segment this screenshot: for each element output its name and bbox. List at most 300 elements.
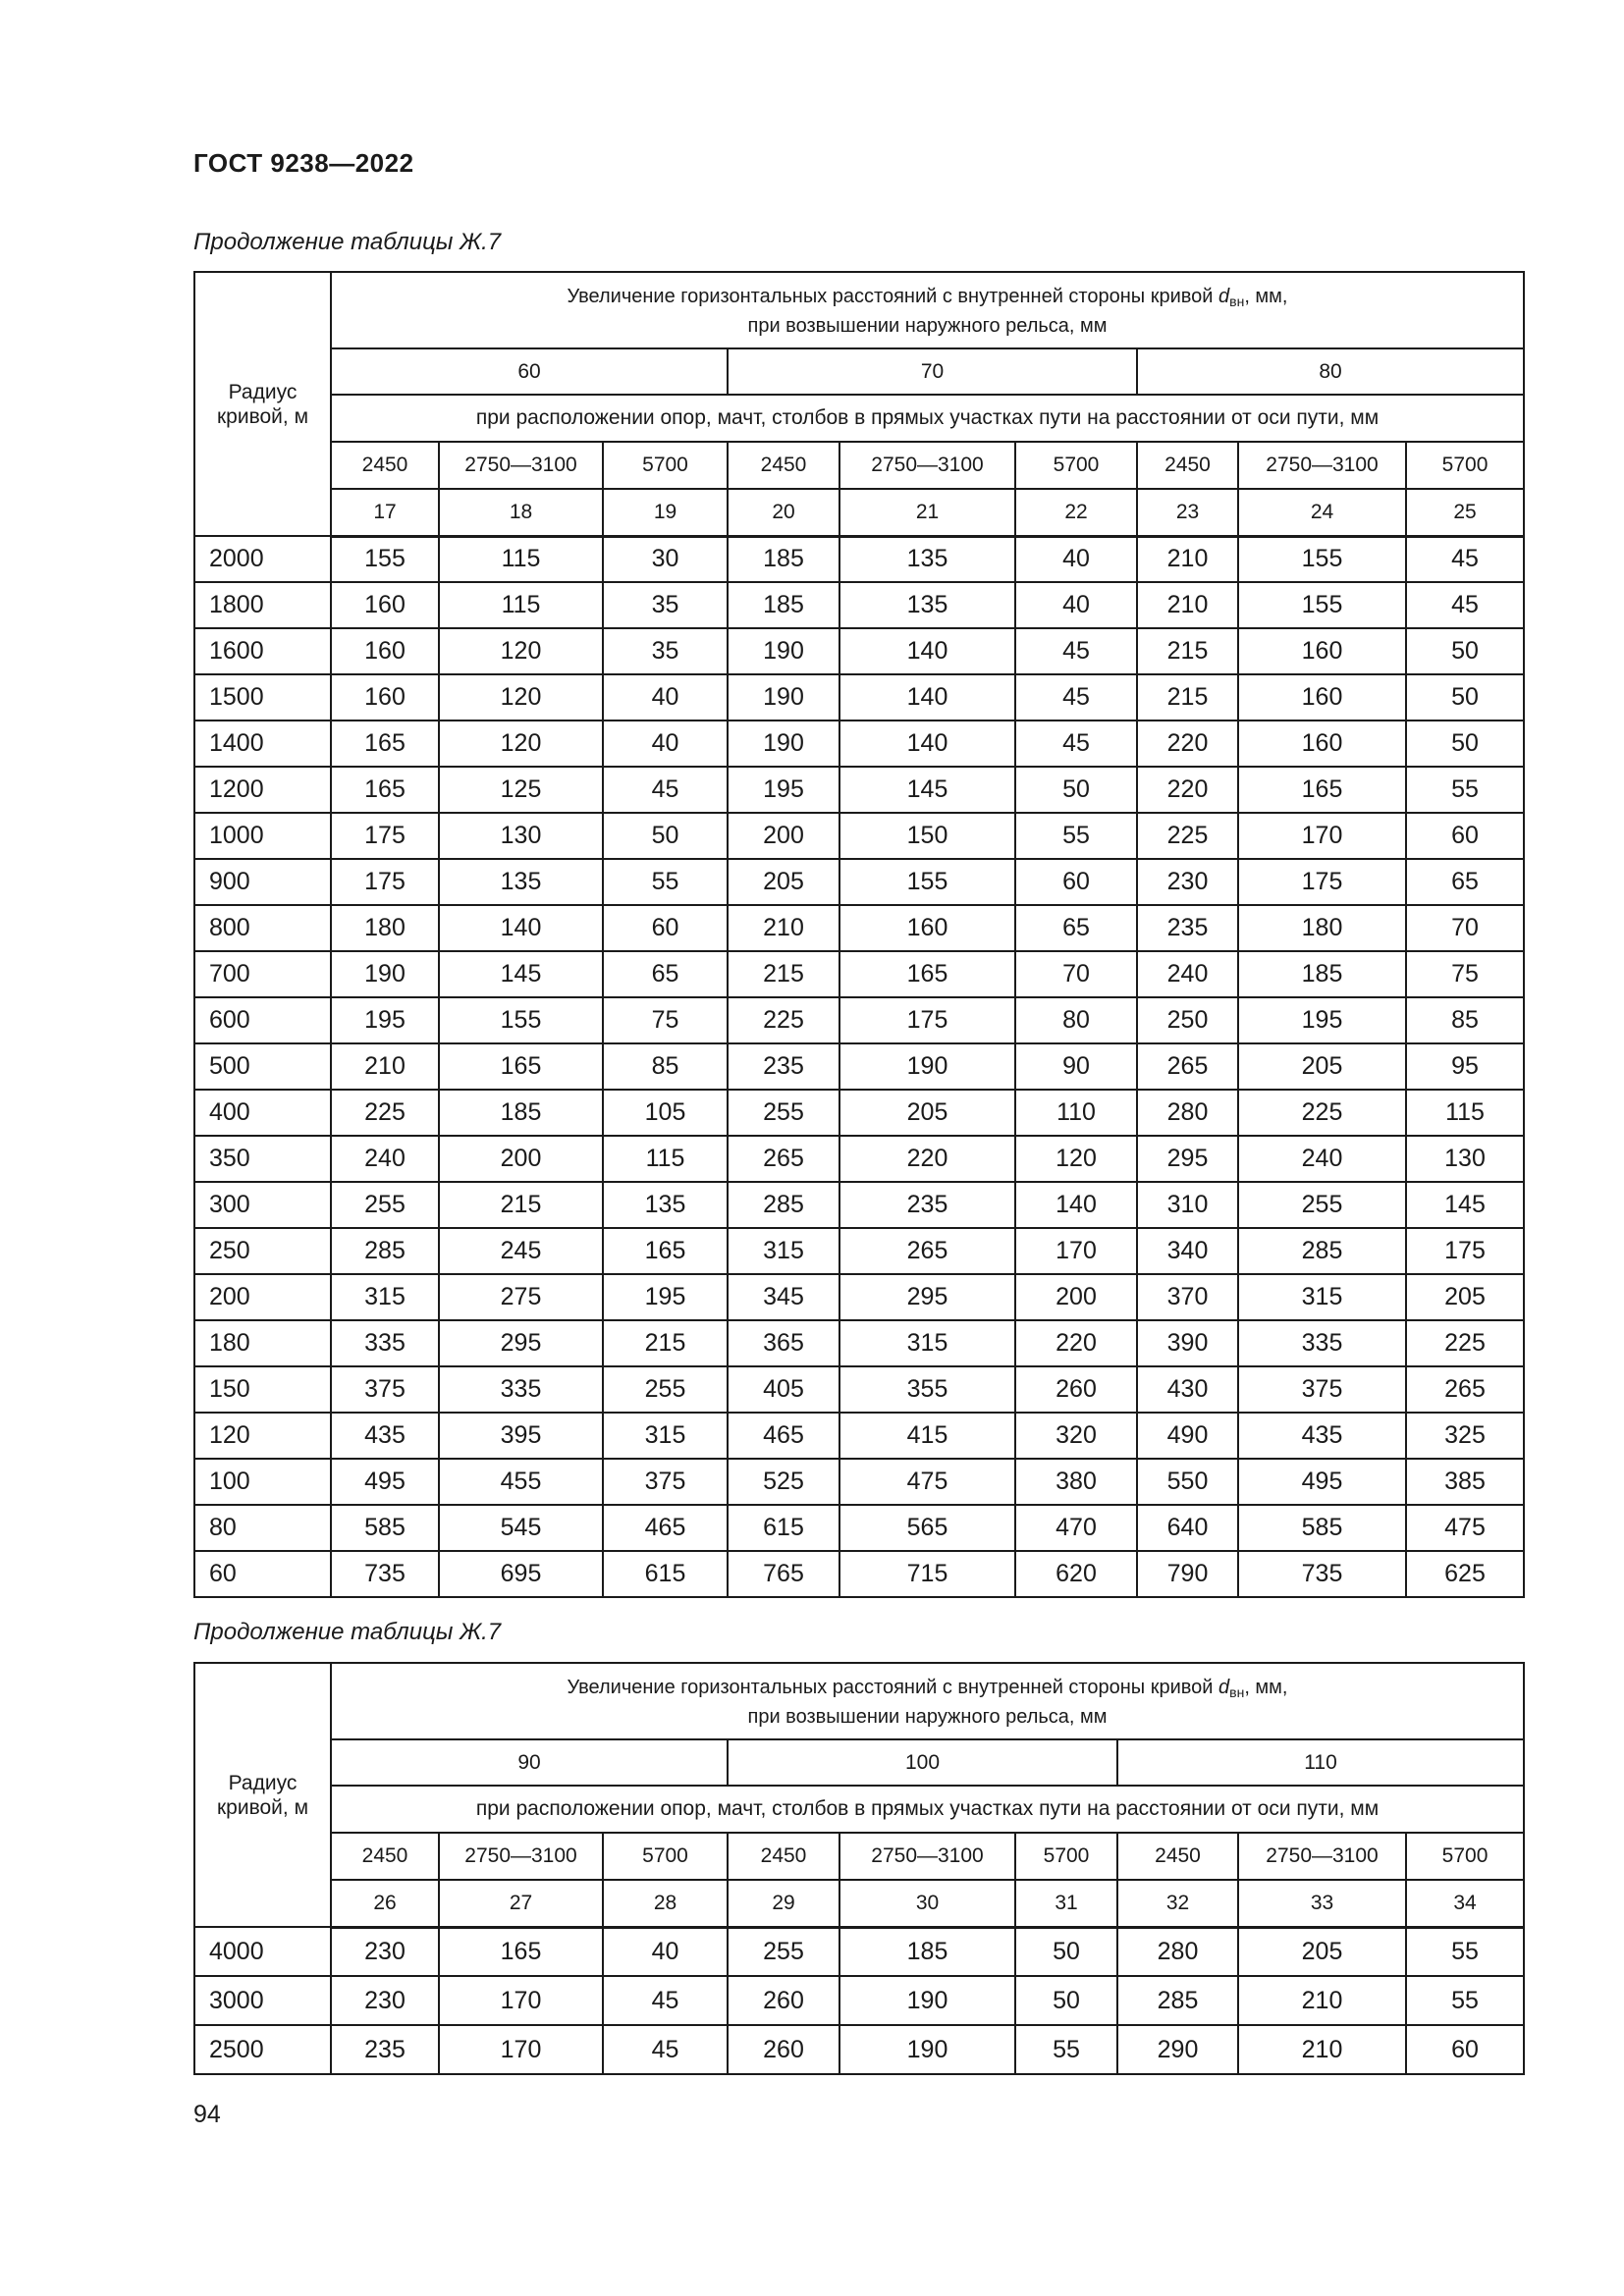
value-cell: 40 [603,1927,728,1976]
value-cell: 60 [1406,813,1524,859]
value-cell: 185 [439,1090,603,1136]
value-cell: 215 [1137,628,1238,674]
value-cell: 220 [1137,767,1238,813]
value-cell: 115 [1406,1090,1524,1136]
value-cell: 80 [1015,997,1137,1043]
table-row [194,1551,1524,1597]
distance-header: 2450 [331,442,439,489]
value-cell: 275 [439,1274,603,1320]
value-cell: 200 [439,1136,603,1182]
value-cell: 735 [331,1551,439,1597]
distance-header: 2450 [331,1833,439,1880]
value-cell: 140 [839,674,1015,721]
value-cell: 335 [1238,1320,1406,1366]
value-cell: 40 [1015,582,1137,628]
title-text-end: , мм, [1244,1676,1288,1698]
value-cell: 175 [331,859,439,905]
distance-header: 5700 [1406,1833,1524,1880]
value-cell: 220 [1137,721,1238,767]
distance-header: 5700 [603,1833,728,1880]
table-row [194,997,1524,1043]
value-cell: 295 [439,1320,603,1366]
value-cell: 165 [439,1043,603,1090]
value-cell: 190 [728,628,839,674]
radius-cell: 300 [194,1182,331,1228]
value-cell: 195 [728,767,839,813]
value-cell: 640 [1137,1505,1238,1551]
value-cell: 340 [1137,1228,1238,1274]
value-cell: 160 [1238,721,1406,767]
value-cell: 220 [1015,1320,1137,1366]
value-cell: 190 [331,951,439,997]
radius-cell: 700 [194,951,331,997]
value-cell: 695 [439,1551,603,1597]
value-cell: 50 [1406,628,1524,674]
value-cell: 325 [1406,1413,1524,1459]
value-cell: 430 [1137,1366,1238,1413]
value-cell: 185 [728,582,839,628]
value-cell: 405 [728,1366,839,1413]
value-cell: 190 [839,1976,1015,2025]
table2 [193,1662,1525,2075]
value-cell: 490 [1137,1413,1238,1459]
value-cell: 255 [728,1927,839,1976]
table2-caption: Продолжение таблицы Ж.7 [193,1619,502,1645]
value-cell: 140 [839,628,1015,674]
radius-header: Радиус кривой, м [194,1663,331,1927]
value-cell: 155 [439,997,603,1043]
value-cell: 175 [1406,1228,1524,1274]
page-number: 94 [193,2101,221,2128]
value-cell: 185 [1238,951,1406,997]
value-cell: 315 [839,1320,1015,1366]
value-cell: 50 [1406,721,1524,767]
value-cell: 60 [1406,2025,1524,2074]
value-cell: 55 [1015,2025,1117,2074]
value-cell: 200 [728,813,839,859]
radius-cell: 3000 [194,1976,331,2025]
table1-caption: Продолжение таблицы Ж.7 [193,229,502,255]
value-cell: 230 [1137,859,1238,905]
elevation-header: 80 [1137,348,1524,395]
value-cell: 210 [728,905,839,951]
title-line-2: при возвышении наружного рельса, мм [747,1705,1108,1728]
value-cell: 615 [603,1551,728,1597]
value-cell: 45 [1015,674,1137,721]
value-cell: 255 [603,1366,728,1413]
value-cell: 170 [1238,813,1406,859]
distance-header: 2450 [728,1833,839,1880]
value-cell: 235 [839,1182,1015,1228]
value-cell: 265 [728,1136,839,1182]
value-cell: 230 [331,1927,439,1976]
table-row [194,1136,1524,1182]
radius-cell: 100 [194,1459,331,1505]
elevation-header: 100 [728,1739,1117,1786]
value-cell: 355 [839,1366,1015,1413]
document-header: ГОСТ 9238—2022 [193,148,414,178]
radius-cell: 250 [194,1228,331,1274]
radius-cell: 2500 [194,2025,331,2074]
value-cell: 50 [1015,1976,1117,2025]
value-cell: 115 [439,582,603,628]
radius-cell: 600 [194,997,331,1043]
distance-header: 2750—3100 [839,442,1015,489]
value-cell: 125 [439,767,603,813]
value-cell: 250 [1137,997,1238,1043]
value-cell: 190 [839,1043,1015,1090]
value-cell: 390 [1137,1320,1238,1366]
value-cell: 85 [1406,997,1524,1043]
distance-header: 2450 [1117,1833,1238,1880]
table1-body [194,536,1524,1597]
value-cell: 585 [1238,1505,1406,1551]
distance-header: 2750—3100 [1238,1833,1406,1880]
column-number: 31 [1015,1880,1117,1927]
column-number-row [194,1880,1524,1927]
radius-cell: 900 [194,859,331,905]
value-cell: 255 [728,1090,839,1136]
radius-cell: 800 [194,905,331,951]
value-cell: 225 [1137,813,1238,859]
value-cell: 170 [1015,1228,1137,1274]
value-cell: 435 [1238,1413,1406,1459]
distance-header: 2750—3100 [439,442,603,489]
column-number: 21 [839,489,1015,536]
value-cell: 120 [439,628,603,674]
value-cell: 165 [331,721,439,767]
table-row [194,1366,1524,1413]
value-cell: 195 [1238,997,1406,1043]
value-cell: 45 [1015,721,1137,767]
radius-cell: 180 [194,1320,331,1366]
value-cell: 255 [1238,1182,1406,1228]
value-cell: 55 [1406,767,1524,813]
elevation-header: 110 [1117,1739,1524,1786]
value-cell: 210 [1137,582,1238,628]
column-number: 27 [439,1880,603,1927]
value-cell: 60 [1015,859,1137,905]
value-cell: 135 [439,859,603,905]
value-cell: 255 [331,1182,439,1228]
value-cell: 180 [331,905,439,951]
value-cell: 475 [1406,1505,1524,1551]
value-cell: 45 [603,767,728,813]
value-cell: 295 [839,1274,1015,1320]
value-cell: 620 [1015,1551,1137,1597]
value-cell: 200 [1015,1274,1137,1320]
value-cell: 120 [439,721,603,767]
value-cell: 215 [728,951,839,997]
column-number: 28 [603,1880,728,1927]
value-cell: 165 [331,767,439,813]
value-cell: 175 [839,997,1015,1043]
table-row [194,767,1524,813]
value-cell: 385 [1406,1459,1524,1505]
value-cell: 160 [331,582,439,628]
value-cell: 375 [331,1366,439,1413]
value-cell: 165 [439,1927,603,1976]
value-cell: 285 [728,1182,839,1228]
value-cell: 265 [1406,1366,1524,1413]
table-row [194,951,1524,997]
value-cell: 115 [603,1136,728,1182]
value-cell: 335 [331,1320,439,1366]
value-cell: 205 [1406,1274,1524,1320]
value-cell: 315 [331,1274,439,1320]
value-cell: 35 [603,628,728,674]
table-title [331,272,1524,348]
value-cell: 155 [839,859,1015,905]
value-cell: 260 [1015,1366,1137,1413]
value-cell: 55 [1406,1976,1524,2025]
value-cell: 160 [331,628,439,674]
value-cell: 335 [439,1366,603,1413]
value-cell: 290 [1117,2025,1238,2074]
table2-body [194,1927,1524,2074]
table-row [194,2025,1524,2074]
value-cell: 45 [603,2025,728,2074]
value-cell: 220 [839,1136,1015,1182]
value-cell: 120 [439,674,603,721]
value-cell: 585 [331,1505,439,1551]
value-cell: 235 [728,1043,839,1090]
distance-row [194,442,1524,489]
value-cell: 285 [331,1228,439,1274]
value-cell: 310 [1137,1182,1238,1228]
column-number: 20 [728,489,839,536]
radius-cell: 1400 [194,721,331,767]
value-cell: 70 [1015,951,1137,997]
value-cell: 295 [1137,1136,1238,1182]
value-cell: 175 [331,813,439,859]
title-text-end: , мм, [1244,285,1288,307]
value-cell: 240 [331,1136,439,1182]
value-cell: 315 [728,1228,839,1274]
value-cell: 260 [728,2025,839,2074]
distance-header: 5700 [1015,442,1137,489]
distance-header: 2450 [728,442,839,489]
placement-header: при расположении опор, мачт, столбов в прямых участках пути на расстоянии от оси пути, мм [331,395,1524,442]
value-cell: 230 [331,1976,439,2025]
value-cell: 65 [1015,905,1137,951]
value-cell: 190 [839,2025,1015,2074]
table-row [194,1320,1524,1366]
table-row [194,1459,1524,1505]
table-row [194,1228,1524,1274]
column-number: 18 [439,489,603,536]
value-cell: 415 [839,1413,1015,1459]
value-cell: 45 [603,1976,728,2025]
column-number: 32 [1117,1880,1238,1927]
value-cell: 70 [1406,905,1524,951]
value-cell: 190 [728,674,839,721]
radius-cell: 4000 [194,1927,331,1976]
value-cell: 615 [728,1505,839,1551]
radius-cell: 60 [194,1551,331,1597]
placement-header: при расположении опор, мачт, столбов в прямых участках пути на расстоянии от оси пути, мм [331,1786,1524,1833]
value-cell: 265 [839,1228,1015,1274]
value-cell: 215 [603,1320,728,1366]
radius-cell: 500 [194,1043,331,1090]
value-cell: 45 [1406,582,1524,628]
value-cell: 65 [603,951,728,997]
title-subscript: вн [1229,1683,1245,1700]
table-row [194,1043,1524,1090]
value-cell: 210 [1238,2025,1406,2074]
value-cell: 135 [603,1182,728,1228]
value-cell: 95 [1406,1043,1524,1090]
value-cell: 140 [439,905,603,951]
value-cell: 195 [603,1274,728,1320]
distance-header: 2750—3100 [839,1833,1015,1880]
table-row [194,1976,1524,2025]
radius-cell: 1200 [194,767,331,813]
value-cell: 240 [1238,1136,1406,1182]
radius-cell: 120 [194,1413,331,1459]
value-cell: 140 [1015,1182,1137,1228]
value-cell: 145 [839,767,1015,813]
radius-cell: 150 [194,1366,331,1413]
value-cell: 525 [728,1459,839,1505]
column-number: 22 [1015,489,1137,536]
column-number: 23 [1137,489,1238,536]
radius-cell: 200 [194,1274,331,1320]
value-cell: 285 [1238,1228,1406,1274]
value-cell: 470 [1015,1505,1137,1551]
value-cell: 240 [1137,951,1238,997]
value-cell: 790 [1137,1551,1238,1597]
value-cell: 225 [1238,1090,1406,1136]
value-cell: 55 [1015,813,1137,859]
radius-cell: 2000 [194,536,331,582]
table-row [194,905,1524,951]
value-cell: 65 [1406,859,1524,905]
table-row [194,1927,1524,1976]
value-cell: 155 [1238,536,1406,582]
value-cell: 90 [1015,1043,1137,1090]
value-cell: 190 [728,721,839,767]
value-cell: 375 [603,1459,728,1505]
radius-cell: 1800 [194,582,331,628]
table-row [194,628,1524,674]
value-cell: 245 [439,1228,603,1274]
table-row [194,813,1524,859]
value-cell: 40 [603,721,728,767]
table1 [193,271,1525,1598]
value-cell: 215 [439,1182,603,1228]
value-cell: 550 [1137,1459,1238,1505]
value-cell: 285 [1117,1976,1238,2025]
table-row [194,1505,1524,1551]
table-row [194,536,1524,582]
value-cell: 135 [839,582,1015,628]
value-cell: 185 [839,1927,1015,1976]
distance-row [194,1833,1524,1880]
table-row [194,1090,1524,1136]
value-cell: 625 [1406,1551,1524,1597]
value-cell: 210 [1238,1976,1406,2025]
value-cell: 380 [1015,1459,1137,1505]
title-text: Увеличение горизонтальных расстояний с внутренней стороны кривой [567,285,1219,307]
value-cell: 210 [1137,536,1238,582]
value-cell: 320 [1015,1413,1137,1459]
radius-cell: 350 [194,1136,331,1182]
elevation-header: 60 [331,348,728,395]
value-cell: 205 [1238,1043,1406,1090]
value-cell: 60 [603,905,728,951]
value-cell: 345 [728,1274,839,1320]
value-cell: 105 [603,1090,728,1136]
column-number: 17 [331,489,439,536]
value-cell: 45 [1406,536,1524,582]
value-cell: 120 [1015,1136,1137,1182]
table-row [194,859,1524,905]
value-cell: 55 [603,859,728,905]
value-cell: 50 [1015,1927,1117,1976]
title-symbol: d [1218,285,1230,307]
elevation-header: 90 [331,1739,728,1786]
value-cell: 40 [603,674,728,721]
value-cell: 140 [839,721,1015,767]
value-cell: 145 [439,951,603,997]
table-row [194,1413,1524,1459]
value-cell: 195 [331,997,439,1043]
value-cell: 145 [1406,1182,1524,1228]
elevation-row [194,1739,1524,1786]
value-cell: 160 [839,905,1015,951]
value-cell: 280 [1137,1090,1238,1136]
value-cell: 545 [439,1505,603,1551]
distance-header: 2450 [1137,442,1238,489]
value-cell: 495 [331,1459,439,1505]
value-cell: 160 [331,674,439,721]
column-number: 26 [331,1880,439,1927]
value-cell: 205 [1238,1927,1406,1976]
value-cell: 130 [439,813,603,859]
value-cell: 170 [439,1976,603,2025]
table-row [194,721,1524,767]
value-cell: 495 [1238,1459,1406,1505]
column-number: 30 [839,1880,1015,1927]
radius-cell: 400 [194,1090,331,1136]
radius-header: Радиус кривой, м [194,272,331,536]
distance-header: 5700 [1015,1833,1117,1880]
value-cell: 115 [439,536,603,582]
distance-header: 5700 [1406,442,1524,489]
value-cell: 50 [603,813,728,859]
value-cell: 155 [1238,582,1406,628]
value-cell: 215 [1137,674,1238,721]
value-cell: 280 [1117,1927,1238,1976]
value-cell: 225 [331,1090,439,1136]
value-cell: 435 [331,1413,439,1459]
radius-cell: 1500 [194,674,331,721]
column-number: 19 [603,489,728,536]
distance-header: 2750—3100 [439,1833,603,1880]
elevation-row [194,348,1524,395]
table-row [194,582,1524,628]
value-cell: 715 [839,1551,1015,1597]
value-cell: 315 [603,1413,728,1459]
value-cell: 30 [603,536,728,582]
value-cell: 765 [728,1551,839,1597]
column-number-row [194,489,1524,536]
title-symbol: d [1218,1676,1230,1698]
column-number: 34 [1406,1880,1524,1927]
column-number: 33 [1238,1880,1406,1927]
value-cell: 50 [1406,674,1524,721]
